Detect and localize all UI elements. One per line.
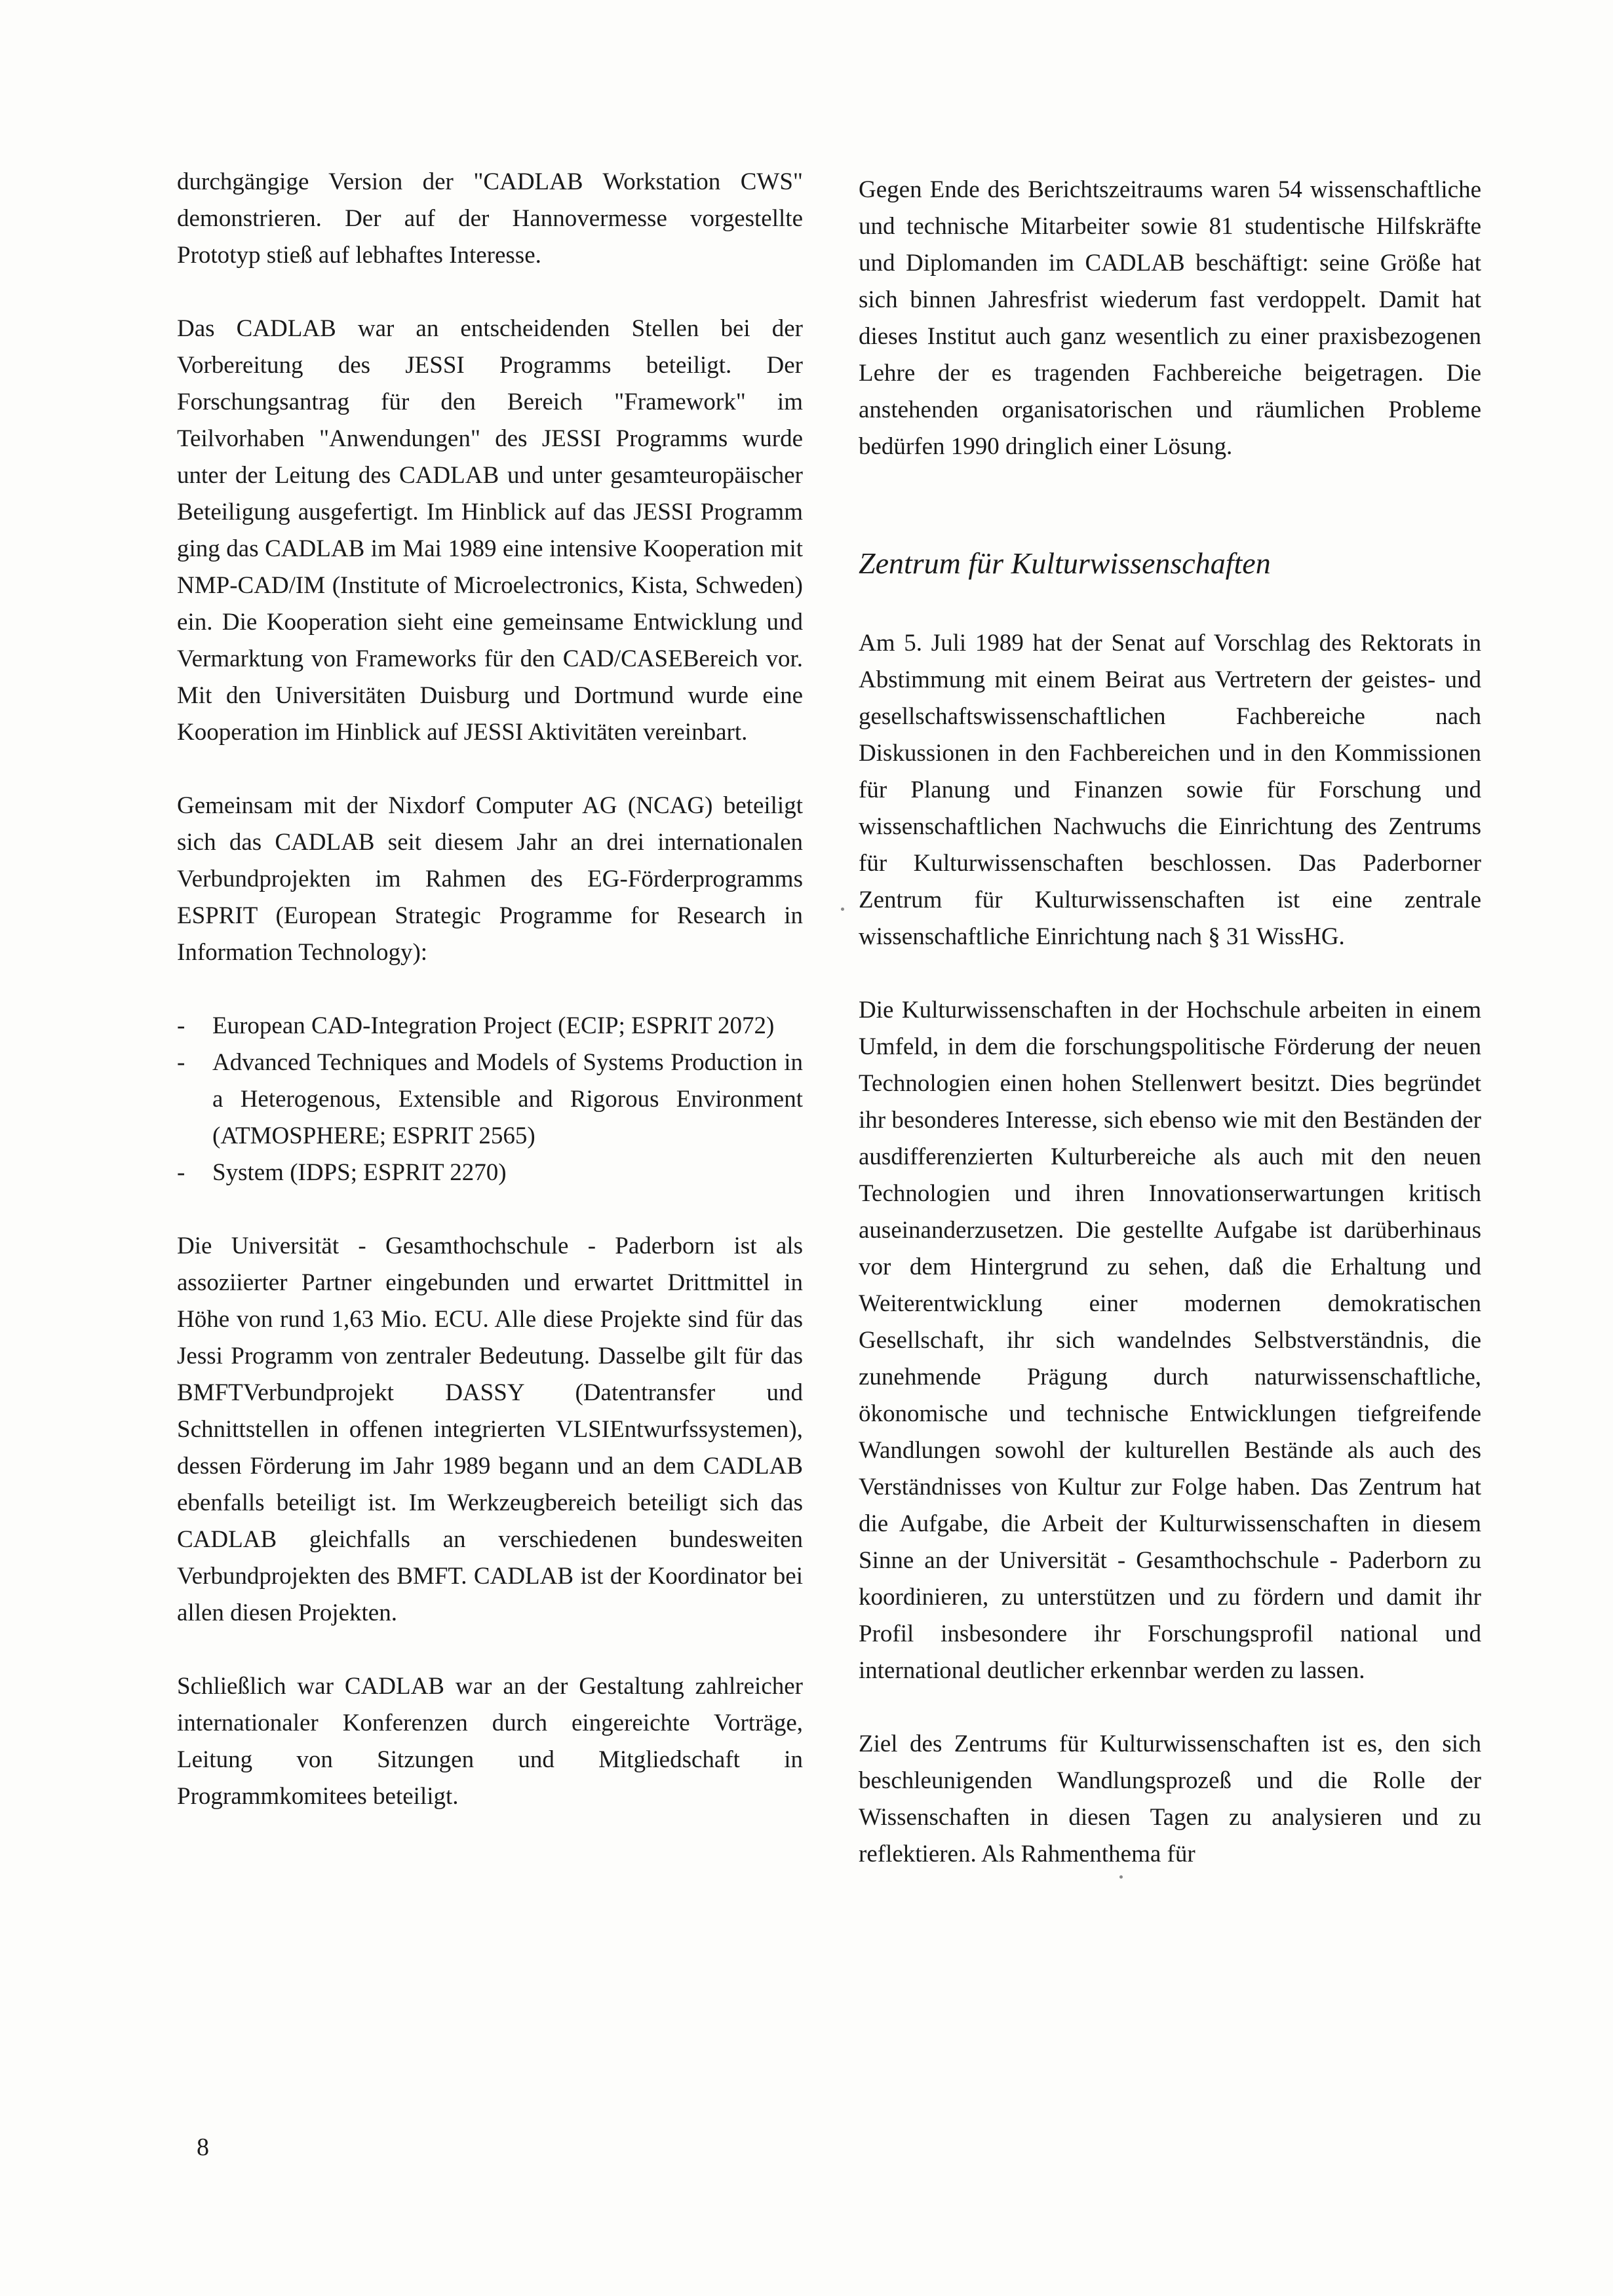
list-dash: - — [177, 1012, 185, 1039]
paragraph: Die Universität - Gesamthochschule - Paderborn ist als assoziierter Partner eingebunden und erwartet Drittmittel in Höhe von rund 1,63 Mio. ECU. Alle diese Projekte sind für das Jessi Programm von zentraler Bedeutung. Dasselbe gilt für das BMFTVerbundprojekt DASSY (Datentransfer und Schnittstellen in offenen integrierten VLSIEntwurfssystemen), dessen Förderung im Jahr 1989 begann und an dem CADLAB ebenfalls beteiligt ist. Im Werkzeugbereich beteiligt sich das CADLAB gleichfalls an verschiedenen bundesweiten Verbundprojekten des BMFT. CADLAB ist der Koordinator bei allen diesen Projekten. — [177, 1233, 803, 1626]
list-item-text: European CAD-Integration Project (ECIP; ESPRIT 2072) — [212, 1012, 775, 1039]
esprit-project-list — [177, 1008, 803, 1191]
left-column — [177, 164, 803, 1852]
list-item-text: System (IDPS; ESPRIT 2270) — [212, 1159, 507, 1186]
paragraph: Das CADLAB war an entscheidenden Stellen bei der Vorbereitung des JESSI Programms beteiligt. Der Forschungsantrag für den Bereich "Framework" im Teilvorhaben "Anwendungen" des JESSI Programms wurde unter der Leitung des CADLAB und unter gesamteuropäischer Beteiligung ausgefertigt. Im Hinblick auf das JESSI Programm ging das CADLAB im Mai 1989 eine intensive Kooperation mit NMP-CAD/IM (Institute of Microelectronics, Kista, Schweden) ein. Die Kooperation sieht eine gemeinsame Entwicklung und Vermarktung von Frameworks für den CAD/CASEBereich vor. Mit den Universitäten Duisburg und Dortmund wurde eine Kooperation im Hinblick auf JESSI Aktivitäten vereinbart. — [177, 315, 803, 746]
scan-speck — [1119, 1875, 1123, 1879]
scan-speck — [841, 908, 844, 911]
paragraph: Gegen Ende des Berichtszeitraums waren 54 wissenschaftliche und technische Mitarbeiter sowie 81 studentische Hilfskräfte und Diplomanden im CADLAB beschäftigt: seine Größe hat sich binnen Jahresfrist wiederum fast verdoppelt. Damit hat dieses Institut auch ganz wesentlich zu einer praxisbezogenen Lehre der es tragenden Fachbereiche beigetragen. Die anstehenden organisatorischen und räumlichen Probleme bedürfen 1990 dringlich einer Lösung. — [859, 176, 1481, 460]
list-dash: - — [177, 1159, 185, 1186]
list-dash: - — [177, 1049, 185, 1076]
paragraph: Ziel des Zentrums für Kulturwissenschaften ist es, den sich beschleunigenden Wandlungsprozeß und die Rolle der Wissenschaften in diesen Tagen zu analysieren und zu reflektieren. Als Rahmenthema für — [859, 1731, 1481, 1867]
list-item — [177, 1008, 803, 1044]
paragraph: Am 5. Juli 1989 hat der Senat auf Vorschlag des Rektorats in Abstimmung mit einem Beirat aus Vertretern der geistes- und gesellschaftswissenschaftlichen Fachbereiche nach Diskussionen in den Fachbereichen und in den Kommissionen für Planung und Finanzen sowie für Forschung und wissenschaftlichen Nachwuchs die Einrichtung des Zentrums für Kulturwissenschaften beschlossen. Das Paderborner Zentrum für Kulturwissenschaften ist eine zentrale wissenschaftliche Einrichtung nach § 31 WissHG. — [859, 630, 1481, 950]
paragraph: durchgängige Version der "CADLAB Workstation CWS" demonstrieren. Der auf der Hannovermesse vorgestellte Prototyp stieß auf lebhaftes Interesse. — [177, 168, 803, 269]
paragraph: Die Kulturwissenschaften in der Hochschule arbeiten in einem Umfeld, in dem die forschungspolitische Förderung der neuen Technologien einen hohen Stellenwert besitzt. Dies begründet ihr besonderes Interesse, sich ebenso wie mit den Beständen der ausdifferenzierten Kulturbereiche als auch mit den neuen Technologien und ihren Innovationserwartungen kritisch auseinanderzusetzen. Die gestellte Aufgabe ist darüberhinaus vor dem Hintergrund zu sehen, daß die Erhaltung und Weiterentwicklung einer modernen demokratischen Gesellschaft, ihr sich wandelndes Selbstverständnis, die zunehmende Prägung durch naturwissenschaftliche, ökonomische und technische Entwicklungen tiefgreifende Wandlungen sowohl der kulturellen Bestände als auch des Verständnisses von Kultur zur Folge haben. Das Zentrum hat die Aufgabe, die Arbeit der Kulturwissenschaften in diesem Sinne an der Universität - Gesamthochschule - Paderborn zu koordinieren, zu unterstützen und zu fördern und damit ihr Profil insbesondere ihr Forschungsprofil national und international deutlicher erkennbar werden zu lassen. — [859, 997, 1481, 1684]
right-column — [859, 172, 1481, 1909]
list-item-text: Advanced Techniques and Models of Systems Production in a Heterogenous, Extensible and Rigorous Environment (ATMOSPHERE; ESPRIT 2565) — [212, 1049, 803, 1149]
list-item — [177, 1044, 803, 1155]
paragraph: Schließlich war CADLAB war an der Gestaltung zahlreicher internationaler Konferenzen durch eingereichte Vorträge, Leitung von Sitzungen und Mitgliedschaft in Programmkomitees beteiligt. — [177, 1673, 803, 1810]
page-number: 8 — [197, 2133, 209, 2161]
paragraph: Gemeinsam mit der Nixdorf Computer AG (NCAG) beteiligt sich das CADLAB seit diesem Jahr an drei internationalen Verbundprojekten im Rahmen des EG-Förderprogramms ESPRIT (European Strategic Programme for Research in Information Technology): — [177, 792, 803, 966]
list-item — [177, 1155, 803, 1191]
section-heading: Zentrum für Kulturwissenschaften — [859, 546, 1271, 580]
